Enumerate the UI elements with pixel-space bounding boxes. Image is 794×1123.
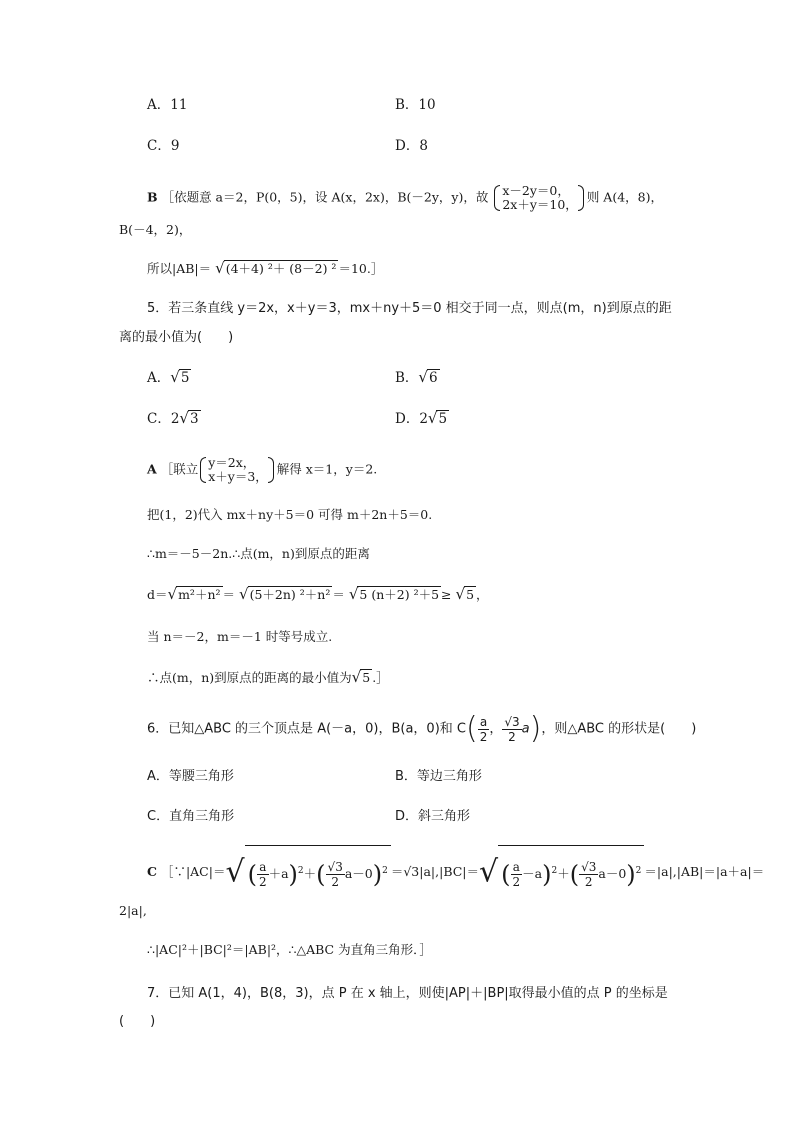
q5-ge-sign: ≥ — [441, 587, 452, 602]
q6-ac-plus-a: ＋a — [268, 866, 289, 882]
q5-answer-letter: A — [147, 461, 157, 477]
q5-answer-pre: ［联立 — [160, 461, 199, 477]
q5-eq1: y＝2x， — [208, 455, 256, 470]
q5-answer-line3: ∴m＝－5－2n.∴点(m，n)到原点的距离 — [147, 546, 370, 561]
q6-bc-frac2-den: 2 — [584, 875, 593, 890]
q6-ac-frac2-den: 2 — [331, 875, 339, 890]
q6-stem-post: ，则△ABC 的形状是( ) — [541, 721, 697, 737]
q6-paren-open: ( — [465, 711, 478, 746]
q4-answer-text1: ［依题意 a＝2，P(0，5)，设 A(x，2x)，B(－2y，y)，故 — [161, 189, 489, 205]
q5-option-a — [147, 367, 191, 388]
q5-min-value: 5 — [362, 670, 371, 685]
sqrt-icon: √ — [170, 368, 180, 386]
q6-frac2-num: √3 — [504, 714, 520, 729]
sqrt-icon: √ — [167, 585, 178, 603]
q6-frac2 — [502, 715, 521, 744]
q4-brace-close — [578, 185, 584, 211]
q6-ac-result: ＝√3|a|,|BC|＝ — [390, 863, 480, 879]
q6-stem: 6．已知△ABC 的三个顶点是 A(－a，0)，B(a，0)和 C( $\frac{a}{2}$ ， $\frac{√3}{2}$ a)，则△ABC 的形状是( ) — [147, 711, 697, 746]
sqrt-icon: √ — [351, 668, 362, 686]
sqrt-icon: √ — [455, 585, 466, 603]
q5-eq2: x＋y＝3， — [208, 469, 268, 484]
q7-stem-line2: ( ) — [119, 1014, 156, 1029]
q6-paren-close: ) — [529, 711, 542, 746]
q5-option-a-value: 5 — [180, 370, 190, 386]
q5-d-radicand1: m²＋n² — [178, 587, 221, 602]
q5-equation-system — [198, 456, 268, 484]
q6-bc-tail: a－0 — [598, 866, 627, 882]
q6-bc-frac2-num: √3 — [581, 860, 597, 875]
q6-ac-frac1-den: 2 — [258, 875, 267, 890]
q4-ab-result: ＝10.］ — [338, 261, 384, 276]
q6-ac-frac1-num: a — [257, 860, 269, 875]
q4-option-b: B．10 — [395, 97, 436, 113]
sqrt-icon: √ — [418, 368, 428, 386]
q5-answer-line1 — [147, 456, 377, 484]
q4-answer-letter: B — [147, 189, 158, 205]
q6-option-b: B．等边三角形 — [395, 769, 482, 784]
q4-eq1: x－2y＝0， — [502, 183, 570, 198]
q6-bc-frac1-den: 2 — [512, 875, 521, 890]
q6-bc-minus-a: －a — [522, 866, 543, 882]
q6-frac1 — [478, 715, 490, 744]
q4-answer-line1 — [147, 184, 663, 212]
sqrt-icon: √ — [225, 854, 245, 890]
q4-eq2: 2x＋y＝10， — [502, 197, 578, 212]
q4-ab-label: 所以|AB|＝ — [147, 261, 212, 276]
sqrt-icon: √ — [427, 409, 438, 427]
q6-bc-frac1-num: a — [511, 860, 523, 875]
q5-option-d — [395, 408, 449, 429]
q6-ac-tail: a－0 — [344, 866, 373, 882]
q6-ac-frac1 — [257, 860, 269, 889]
q5-d-radicand3: 5 (n＋2) ²＋5 — [359, 587, 440, 602]
q5-option-b-label: B． — [395, 370, 419, 386]
q6-option-d: D．斜三角形 — [395, 809, 471, 824]
q6-answer-line2: 2|a|, — [119, 903, 147, 918]
q7-stem-line1: 7．已知 A(1，4)，B(8，3)，点 P 在 x 轴上，则使|AP|＋|BP|取得最小值的点 P 的坐标是 — [147, 986, 668, 1001]
q5-answer-post: 解得 x＝1，y＝2. — [276, 461, 378, 477]
q5-answer-line6 — [147, 667, 389, 688]
q4-option-a: A．11 — [147, 97, 188, 113]
q5-min-end: .］ — [372, 670, 389, 685]
q4-option-d: D．8 — [395, 138, 428, 154]
q6-frac1-num: a — [478, 715, 490, 730]
q5-d-radicand4: 5 — [466, 587, 475, 602]
q5-answer-line4 — [147, 584, 489, 605]
q6-ac-frac2 — [326, 860, 345, 889]
q4-option-c: C．9 — [147, 138, 180, 154]
q6-stem-pre: 6．已知△ABC 的三个顶点是 A(－a，0)，B(a，0)和 C — [147, 721, 466, 737]
q5-d-label: d＝ — [147, 587, 168, 602]
q5-option-d-value: 5 — [438, 411, 448, 427]
q4-answer-line3 — [147, 258, 383, 279]
q5-option-c — [147, 408, 201, 429]
sqrt-icon: √ — [479, 854, 499, 890]
sqrt-icon: √ — [239, 585, 249, 603]
q6-bc-frac2 — [579, 860, 598, 889]
q6-ac-radicand: ( $\frac{a}{2}$ ＋a)$^2$＋( $\frac{√3}{2}$ a－0)$^2$ — [245, 845, 391, 900]
q6-bc-frac1 — [511, 860, 523, 889]
q5-option-c-value: 3 — [189, 411, 199, 427]
q5-option-d-label: D．2 — [395, 411, 428, 427]
q5-option-a-label: A． — [147, 370, 171, 386]
sqrt-icon: √ — [215, 259, 225, 277]
sqrt-icon: √ — [179, 409, 189, 427]
q5-eq-sign1: ＝ — [222, 587, 236, 602]
q6-bc-radicand: ( $\frac{a}{2}$ －a)$^2$＋( $\frac{√3}{2}$ a－0)$^2$ — [498, 845, 644, 900]
q5-brace-close — [268, 457, 274, 483]
q6-ac-frac2-num: √3 — [327, 860, 343, 875]
q5-option-b-value: 6 — [428, 370, 438, 386]
q5-answer-line5: 当 n＝－2，m＝－1 时等号成立. — [147, 629, 333, 644]
q4-answer-line2: B(－4，2)， — [119, 222, 192, 237]
q4-answer-text2: 则 A(4，8)， — [586, 189, 663, 205]
q4-ab-radicand: (4＋4) ²＋ (8－2) ² — [225, 261, 337, 276]
q5-d-end: ， — [476, 587, 489, 602]
q5-min-text: ∴点(m，n)到原点的距离的最小值为 — [147, 670, 352, 685]
q5-option-b — [395, 367, 440, 388]
sqrt-icon: √ — [348, 585, 359, 603]
q6-answer-line1 — [147, 845, 764, 895]
q6-frac1-den: 2 — [479, 729, 488, 744]
q6-answer-letter: C — [147, 863, 157, 879]
q5-answer-line2: 把(1，2)代入 mx＋ny＋5＝0 可得 m＋2n＋5＝0. — [147, 507, 433, 522]
q6-option-c: C．直角三角形 — [147, 809, 235, 824]
q6-option-a: A．等腰三角形 — [147, 769, 234, 784]
q6-ab-result: ＝|a|,|AB|＝|a＋a|＝ — [644, 863, 765, 879]
q4-equation-system — [492, 184, 577, 212]
q5-option-c-label: C．2 — [147, 411, 180, 427]
q6-ac-label: ［∵|AC|＝ — [160, 863, 226, 879]
q6-answer-line3: ∴|AC|²＋|BC|²＝|AB|²，∴△ABC 为直角三角形．］ — [147, 942, 432, 957]
q5-eq-sign2: ＝ — [332, 587, 345, 602]
q5-d-radicand2: (5＋2n) ²＋n² — [249, 587, 331, 602]
q5-stem-line1: 5．若三条直线 y＝2x，x＋y＝3，mx＋ny＋5＝0 相交于同一点，则点(m，n)到原点的距 — [147, 301, 672, 316]
q6-frac2-a: a — [521, 721, 530, 737]
q6-frac2-den: 2 — [508, 729, 516, 744]
q5-stem-line2: 离的最小值为( ) — [119, 330, 234, 345]
